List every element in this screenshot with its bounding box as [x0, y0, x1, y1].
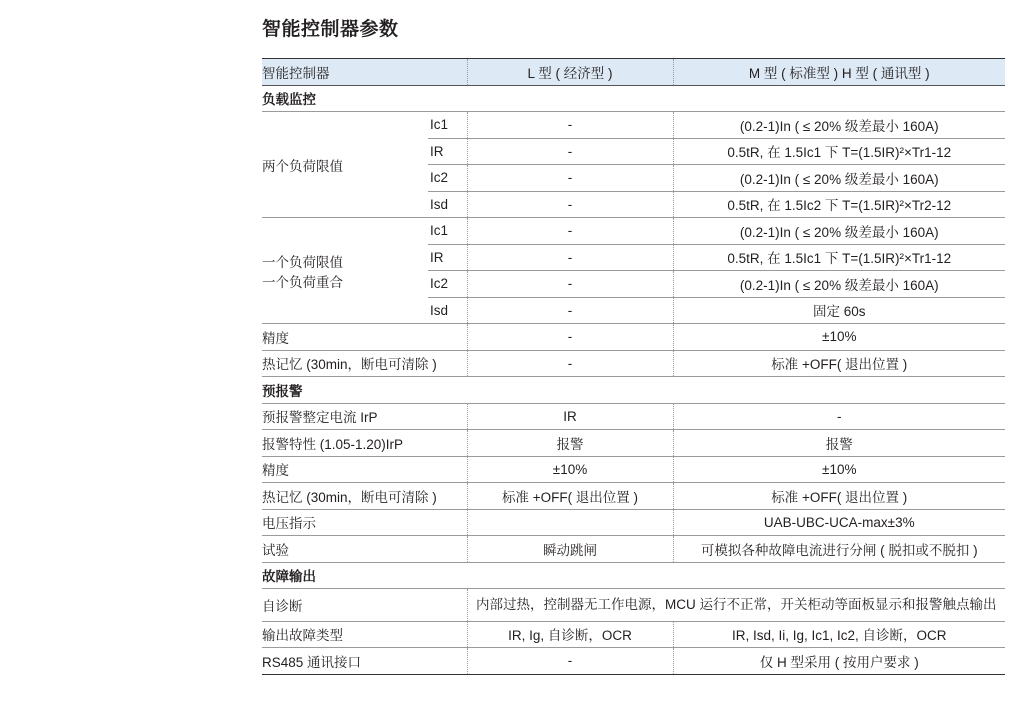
- table-row: [262, 483, 1005, 510]
- l-type-value: 报警: [467, 430, 673, 457]
- row-label: 电压指示: [262, 509, 467, 536]
- row-label: 精度: [262, 324, 467, 351]
- self-diagnosis-value: 内部过热，控制器无工作电源，MCU 运行不正常，开关柜动等面板显示和报警触点输出: [467, 589, 1005, 622]
- section-load-monitoring: 负载监控: [262, 85, 1005, 112]
- mh-type-value: 仅 H 型采用 ( 按用户要求 ): [673, 648, 1005, 675]
- l-type-value: -: [467, 350, 673, 377]
- l-type-value: -: [467, 191, 673, 218]
- l-type-value: IR: [467, 403, 673, 430]
- sub-label: IR: [428, 244, 467, 271]
- row-label: 输出故障类型: [262, 621, 467, 648]
- table-row: [262, 509, 1005, 536]
- sub-label: Isd: [428, 297, 467, 324]
- table-row: [262, 536, 1005, 563]
- sub-label: Ic1: [428, 218, 467, 245]
- table-row: [262, 430, 1005, 457]
- header-l-type: L 型 ( 经济型 ): [467, 59, 673, 86]
- mh-type-value: 0.5tR, 在 1.5Ic2 下 T=(1.5IR)²×Tr2-12: [673, 191, 1005, 218]
- table-row: [262, 350, 1005, 377]
- table-row: [262, 218, 1005, 245]
- sub-label: Ic2: [428, 271, 467, 298]
- mh-type-value: (0.2-1)In ( ≤ 20% 级差最小 160A): [673, 112, 1005, 139]
- section-fault-output: 故障输出: [262, 562, 1005, 589]
- table-row: [262, 589, 1005, 622]
- section-row: [262, 377, 1005, 404]
- row-label: 试验: [262, 536, 467, 563]
- sub-label: Ic1: [428, 112, 467, 139]
- mh-type-value: ±10%: [673, 324, 1005, 351]
- mh-type-value: UAB-UBC-UCA-max±3%: [673, 509, 1005, 536]
- row-label: 预报警整定电流 IrP: [262, 403, 467, 430]
- group-label-line: 一个负荷限值: [262, 254, 343, 270]
- row-label: 精度: [262, 456, 467, 483]
- mh-type-value: 可模拟各种故障电流进行分闸 ( 脱扣或不脱扣 ): [673, 536, 1005, 563]
- l-type-value: -: [467, 244, 673, 271]
- mh-type-value: 标准 +OFF( 退出位置 ): [673, 350, 1005, 377]
- row-label: RS485 通讯接口: [262, 648, 467, 675]
- header-controller: 智能控制器: [262, 59, 467, 86]
- row-label: 报警特性 (1.05-1.20)IrP: [262, 430, 467, 457]
- row-label: 热记忆 (30min，断电可清除 ): [262, 483, 467, 510]
- table-header-row: [262, 59, 1005, 86]
- table-row: [262, 112, 1005, 139]
- table-row: [262, 456, 1005, 483]
- l-type-value: -: [467, 218, 673, 245]
- header-mh-type: M 型 ( 标准型 ) H 型 ( 通讯型 ): [673, 59, 1005, 86]
- sub-label: Isd: [428, 191, 467, 218]
- section-pre-alarm: 预报警: [262, 377, 1005, 404]
- sub-label: IR: [428, 138, 467, 165]
- mh-type-value: 0.5tR, 在 1.5Ic1 下 T=(1.5IR)²×Tr1-12: [673, 244, 1005, 271]
- l-type-value: -: [467, 271, 673, 298]
- mh-type-value: (0.2-1)In ( ≤ 20% 级差最小 160A): [673, 218, 1005, 245]
- page-title: 智能控制器参数: [262, 19, 399, 40]
- l-type-value: -: [467, 165, 673, 192]
- section-row: [262, 85, 1005, 112]
- mh-type-value: (0.2-1)In ( ≤ 20% 级差最小 160A): [673, 165, 1005, 192]
- mh-type-value: 0.5tR, 在 1.5Ic1 下 T=(1.5IR)²×Tr1-12: [673, 138, 1005, 165]
- mh-type-value: 标准 +OFF( 退出位置 ): [673, 483, 1005, 510]
- table-row: [262, 324, 1005, 351]
- mh-type-value: -: [673, 403, 1005, 430]
- table-row: [262, 621, 1005, 648]
- controller-parameters-table: [262, 58, 1005, 675]
- group-label-line: 一个负荷重合: [262, 274, 343, 290]
- l-type-value: 瞬动跳闸: [467, 536, 673, 563]
- sub-label: Ic2: [428, 165, 467, 192]
- l-type-value: ±10%: [467, 456, 673, 483]
- l-type-value: -: [467, 648, 673, 675]
- l-type-value: IR, Ig, 自诊断，OCR: [467, 621, 673, 648]
- mh-type-value: 报警: [673, 430, 1005, 457]
- l-type-value: -: [467, 112, 673, 139]
- row-label: 自诊断: [262, 589, 467, 622]
- group-label: 两个负荷限值: [262, 112, 428, 218]
- l-type-value: [467, 509, 673, 536]
- mh-type-value: IR, Isd, Ii, Ig, Ic1, Ic2, 自诊断，OCR: [673, 621, 1005, 648]
- group-label: [262, 218, 428, 324]
- mh-type-value: (0.2-1)In ( ≤ 20% 级差最小 160A): [673, 271, 1005, 298]
- l-type-value: -: [467, 138, 673, 165]
- l-type-value: -: [467, 324, 673, 351]
- mh-type-value: 固定 60s: [673, 297, 1005, 324]
- section-row: [262, 562, 1005, 589]
- table-row: [262, 403, 1005, 430]
- row-label: 热记忆 (30min，断电可清除 ): [262, 350, 467, 377]
- table-row: [262, 648, 1005, 675]
- mh-type-value: ±10%: [673, 456, 1005, 483]
- l-type-value: 标准 +OFF( 退出位置 ): [467, 483, 673, 510]
- l-type-value: -: [467, 297, 673, 324]
